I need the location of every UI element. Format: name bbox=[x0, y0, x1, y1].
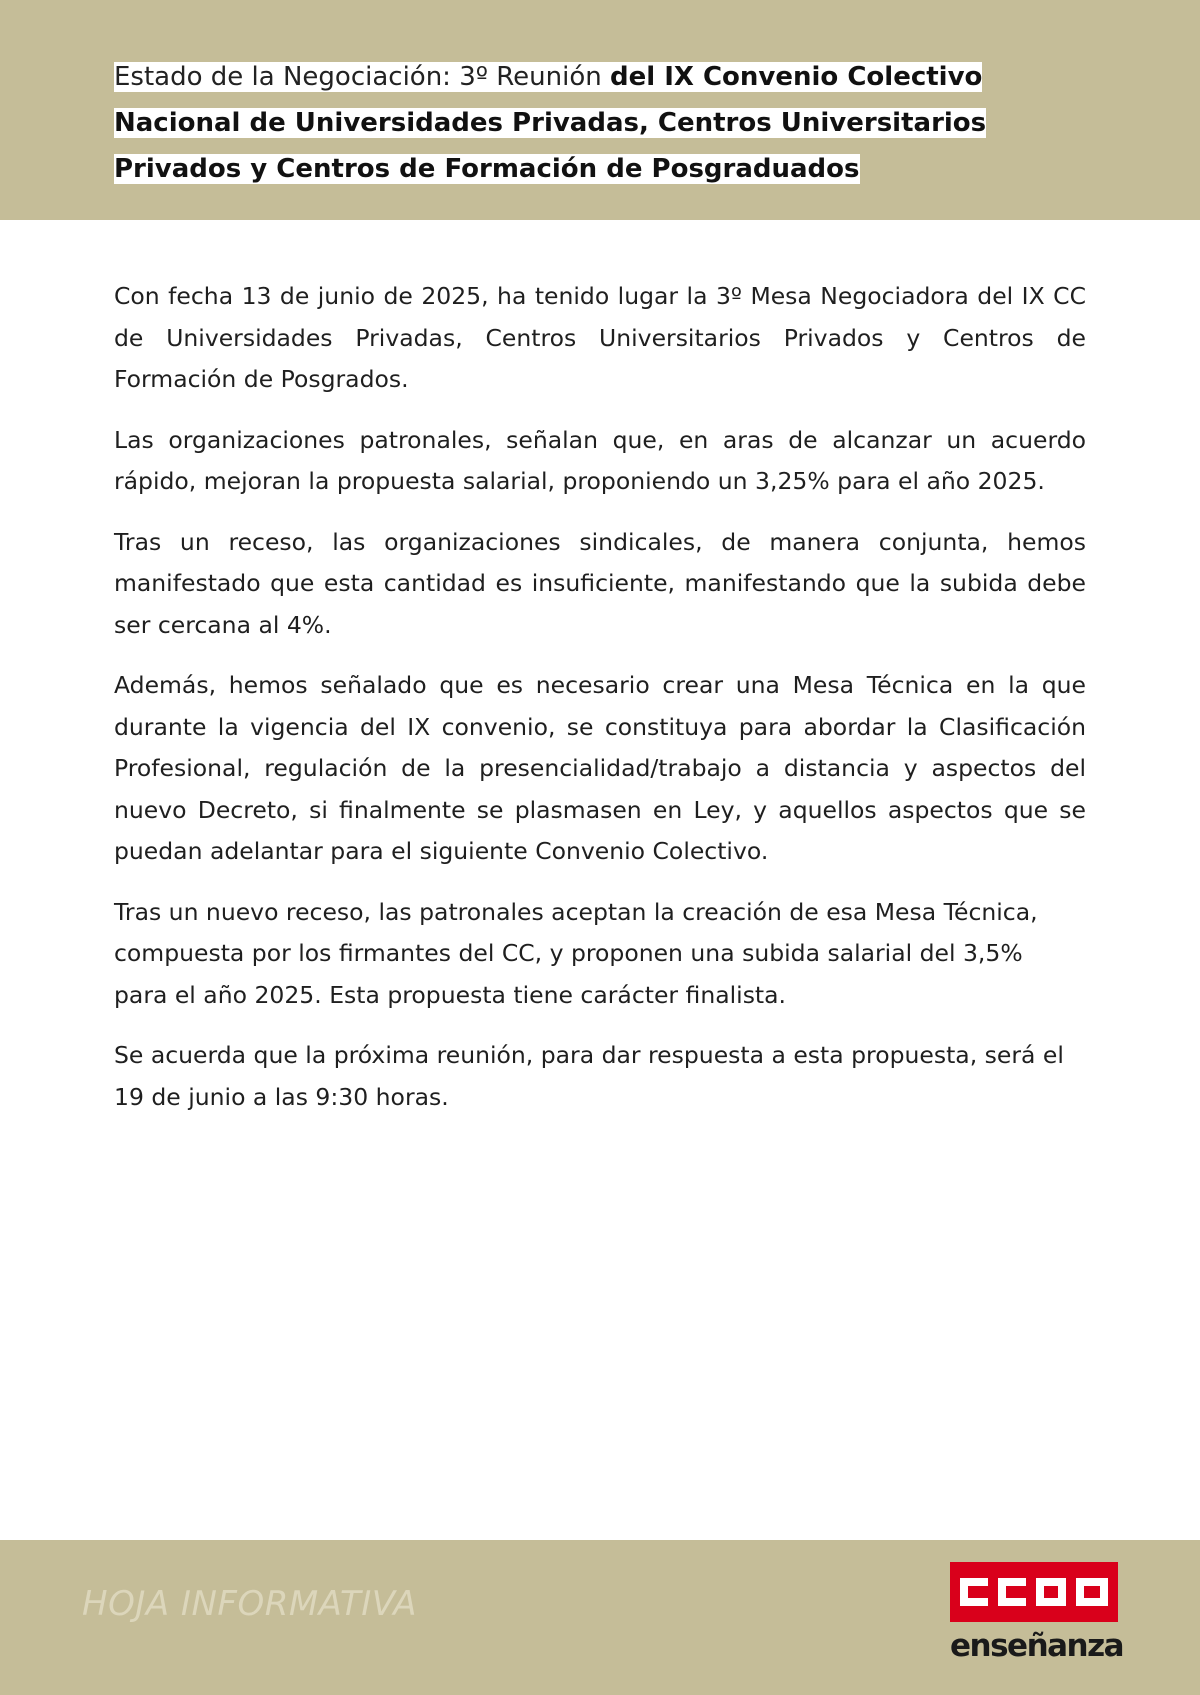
paragraph-1: Con fecha 13 de junio de 2025, ha tenido lugar la 3º Mesa Negociadora del IX CC de Universidades Privadas, Centros Universitarios Privados y Centros de Formación de Posgrados. bbox=[114, 282, 1086, 393]
title-main: del IX Convenio Colectivo Nacional de Universidades Privadas, Centros Universitarios Privados y Centros de Formación de Posgraduados bbox=[114, 62, 987, 184]
footer-band bbox=[0, 1540, 1200, 1695]
body-content bbox=[114, 276, 1086, 1137]
header-band bbox=[0, 0, 1200, 220]
title-prefix: Estado de la Negociación: 3º Reunión bbox=[114, 62, 610, 92]
ccoo-logo bbox=[950, 1562, 1124, 1674]
footer-label: HOJA INFORMATIVA bbox=[82, 1584, 417, 1624]
paragraph-4: Además, hemos señalado que es necesario crear una Mesa Técnica en la que durante la vigencia del IX convenio, se constituya para abordar la Clasificación Profesional, regulación de la presencialidad/trabajo a distancia y aspectos del nuevo Decreto, si finalmente se plasmasen en Ley, y aquellos aspectos que se puedan adelantar para el siguiente Convenio Colectivo. bbox=[114, 671, 1086, 865]
logo-subtext: enseñanza bbox=[950, 1628, 1124, 1664]
ccoo-logo-mark bbox=[950, 1562, 1118, 1622]
paragraph-3: Tras un receso, las organizaciones sindicales, de manera conjunta, hemos manifestado que esta cantidad es insuficiente, manifestando que la subida debe ser cercana al 4%. bbox=[114, 527, 1086, 639]
document-title bbox=[114, 54, 1074, 192]
paragraph-5: Tras un nuevo receso, las patronales aceptan la creación de esa Mesa Técnica, compuesta por los firmantes del CC, y proponen una subida salarial del 3,5% para el año 2025. Esta propuesta tiene carácter finalista. bbox=[114, 897, 1038, 1009]
paragraph-6: Se acuerda que la próxima reunión, para dar respuesta a esta propuesta, será el 19 de junio a las 9:30 horas. bbox=[114, 1041, 1064, 1111]
paragraph-2: Las organizaciones patronales, señalan que, en aras de alcanzar un acuerdo rápido, mejoran la propuesta salarial, proponiendo un 3,25% para el año 2025. bbox=[114, 425, 1086, 495]
